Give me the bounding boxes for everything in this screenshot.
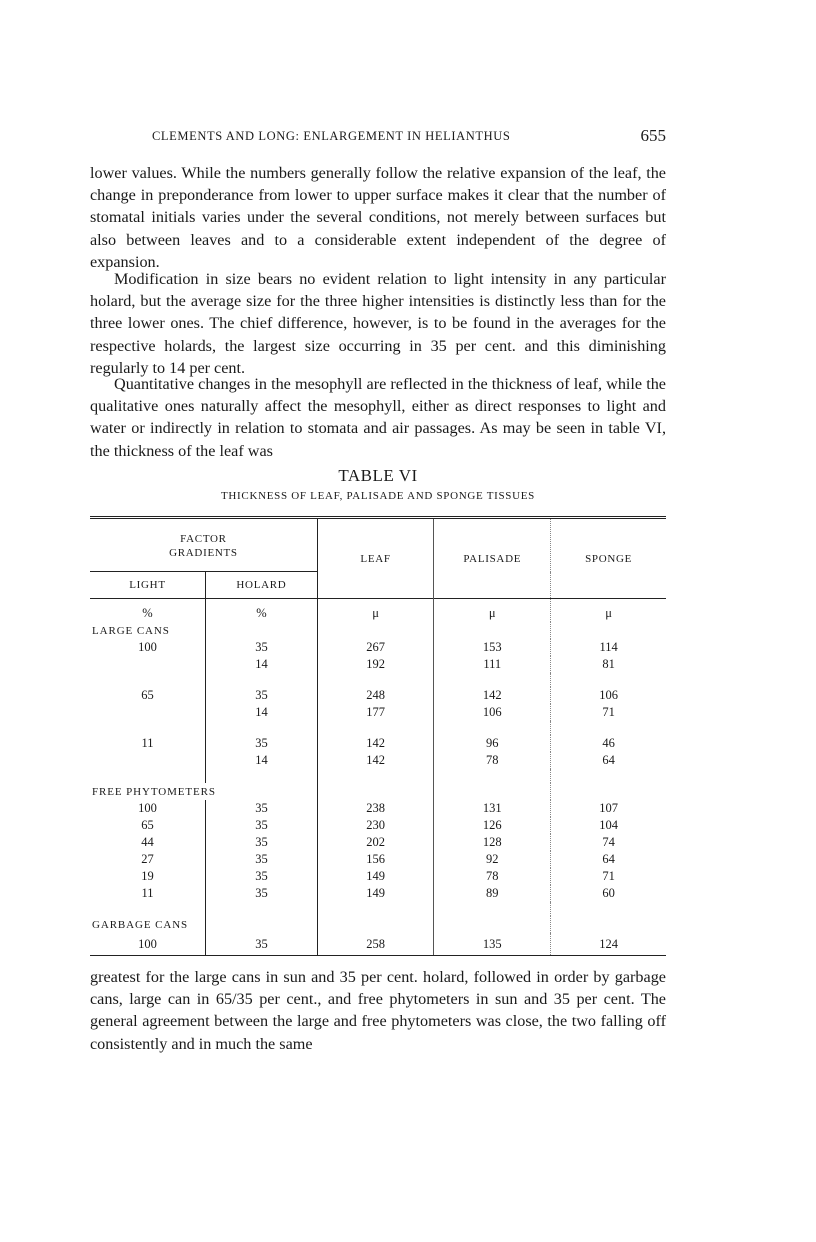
cell-light: 65 [90, 817, 206, 834]
paragraph-4 [90, 966, 666, 1055]
section-row-free-phytometers [90, 783, 666, 800]
cell-holard: 35 [206, 851, 318, 868]
table-row [90, 933, 666, 956]
cell-leaf: 267 [317, 639, 433, 656]
table-row [90, 687, 666, 704]
paragraph-2-text: Modification in size bears no evident relation to light intensity in any particular holard, but the average size for the three higher intensities is distinctly less than for the three lower ones. The chief difference, however, is to be found in the averages for the respective holards, the largest size occurring in 35 per cent. and this diminishing regularly to 14 per cent. [90, 270, 666, 377]
table-row [90, 851, 666, 868]
cell-leaf: 149 [317, 868, 433, 885]
cell-leaf: 238 [317, 800, 433, 817]
cell-holard: 35 [206, 933, 318, 956]
header-leaf: LEAF [317, 518, 433, 599]
table-row [90, 752, 666, 769]
table-caption [90, 466, 666, 502]
cell-sponge: 64 [602, 852, 615, 866]
cell-sponge: 46 [602, 736, 615, 750]
cell-leaf: 230 [317, 817, 433, 834]
cell-leaf: 177 [317, 704, 433, 721]
cell-light: 65 [90, 687, 206, 704]
cell-holard: 14 [206, 656, 318, 673]
running-head-title: CLEMENTS AND LONG: ENLARGEMENT IN HELIANTHUS [152, 129, 511, 143]
paragraph-3 [90, 373, 666, 462]
cell-holard: 35 [206, 885, 318, 902]
cell-palisade: 96 [434, 735, 551, 752]
unit-leaf: μ [317, 599, 433, 623]
cell-palisade: 142 [434, 687, 551, 704]
header-light: LIGHT [90, 572, 206, 599]
cell-light [90, 752, 206, 769]
cell-leaf: 258 [317, 933, 433, 956]
unit-light: % [90, 599, 206, 623]
cell-light: 100 [90, 639, 206, 656]
cell-sponge: 60 [602, 886, 615, 900]
cell-palisade: 78 [434, 752, 551, 769]
cell-palisade: 92 [434, 851, 551, 868]
paragraph-4-text: greatest for the large cans in sun and 35 per cent. holard, followed in order by garbage cans, large can in 65/35 per cent., and free phytometers in sun and 35 per cent. The general agreement between the large and free phytometers was close, the two falling off consistently and in much the same [90, 968, 666, 1053]
cell-palisade: 111 [434, 656, 551, 673]
cell-holard: 35 [206, 735, 318, 752]
section-label-free-phytometers: FREE PHYTOMETERS [90, 783, 317, 800]
paragraph-1 [90, 162, 666, 273]
header-holard: HOLARD [206, 572, 318, 599]
unit-holard: % [206, 599, 318, 623]
cell-light: 44 [90, 834, 206, 851]
cell-sponge: 114 [599, 640, 618, 654]
section-label-large-cans: LARGE CANS [90, 622, 206, 639]
header-factor-line1: FACTOR [180, 533, 227, 545]
cell-light: 100 [90, 933, 206, 956]
unit-palisade: μ [434, 599, 551, 623]
header-sponge: SPONGE [585, 552, 633, 565]
cell-sponge: 124 [551, 933, 666, 956]
cell-leaf: 149 [317, 885, 433, 902]
cell-leaf: 142 [317, 752, 433, 769]
cell-light: 27 [90, 851, 206, 868]
cell-sponge: 64 [602, 753, 615, 767]
table-row [90, 639, 666, 656]
cell-light [90, 704, 206, 721]
units-row [90, 599, 666, 623]
table-subtitle: THICKNESS OF LEAF, PALISADE AND SPONGE TISSUES [220, 490, 535, 502]
cell-light [90, 656, 206, 673]
cell-leaf: 142 [317, 735, 433, 752]
cell-leaf: 202 [317, 834, 433, 851]
cell-holard: 35 [206, 817, 318, 834]
cell-sponge: 74 [602, 835, 615, 849]
cell-leaf: 192 [317, 656, 433, 673]
section-label-garbage-cans: GARBAGE CANS [90, 916, 206, 933]
running-head [90, 126, 666, 150]
cell-light: 11 [90, 885, 206, 902]
table-row [90, 834, 666, 851]
cell-holard: 14 [206, 752, 318, 769]
cell-holard: 35 [206, 687, 318, 704]
paragraph-2 [90, 268, 666, 379]
cell-light: 100 [90, 800, 206, 817]
cell-light: 19 [90, 868, 206, 885]
table-row [90, 704, 666, 721]
cell-palisade: 78 [434, 868, 551, 885]
table-title: TABLE VI [338, 466, 418, 485]
cell-sponge: 106 [599, 688, 618, 702]
cell-leaf: 156 [317, 851, 433, 868]
cell-palisade: 135 [434, 933, 551, 956]
page-number: 655 [640, 126, 666, 145]
table-row [90, 800, 666, 817]
header-factor-gradients [90, 518, 317, 572]
cell-sponge: 104 [599, 818, 618, 832]
cell-sponge: 81 [602, 657, 615, 671]
section-row-garbage-cans [90, 916, 666, 933]
cell-holard: 35 [206, 834, 318, 851]
cell-holard: 35 [206, 800, 318, 817]
cell-sponge: 71 [602, 705, 615, 719]
table-row [90, 735, 666, 752]
cell-holard: 35 [206, 639, 318, 656]
cell-palisade: 126 [434, 817, 551, 834]
cell-light: 11 [90, 735, 206, 752]
cell-palisade: 131 [434, 800, 551, 817]
data-table [90, 516, 666, 956]
table-row [90, 656, 666, 673]
cell-palisade: 128 [434, 834, 551, 851]
cell-holard: 35 [206, 868, 318, 885]
cell-palisade: 106 [434, 704, 551, 721]
header-factor-line2: GRADIENTS [169, 547, 238, 559]
table-row [90, 817, 666, 834]
table-row [90, 885, 666, 902]
cell-sponge: 71 [602, 869, 615, 883]
paragraph-3-text: Quantitative changes in the mesophyll are reflected in the thickness of leaf, while the qualitative ones naturally affect the mesophyll, either as direct responses to light and water or indirectly in relation to stomata and air passages. As may be seen in table VI, the thickness of the leaf was [90, 375, 666, 460]
table-row [90, 868, 666, 885]
cell-sponge: 107 [599, 801, 618, 815]
header-palisade: PALISADE [434, 518, 551, 599]
cell-leaf: 248 [317, 687, 433, 704]
cell-palisade: 153 [434, 639, 551, 656]
cell-palisade: 89 [434, 885, 551, 902]
paragraph-1-text: lower values. While the numbers generally follow the relative expansion of the leaf, the change in preponderance from lower to upper surface makes it clear that the number of stomatal initials varies under the several conditions, not merely between surfaces but also between leaves and to a considerable extent independent of the degree of expansion. [90, 164, 666, 271]
section-row-large-cans [90, 622, 666, 639]
cell-holard: 14 [206, 704, 318, 721]
unit-sponge: μ [551, 599, 666, 623]
